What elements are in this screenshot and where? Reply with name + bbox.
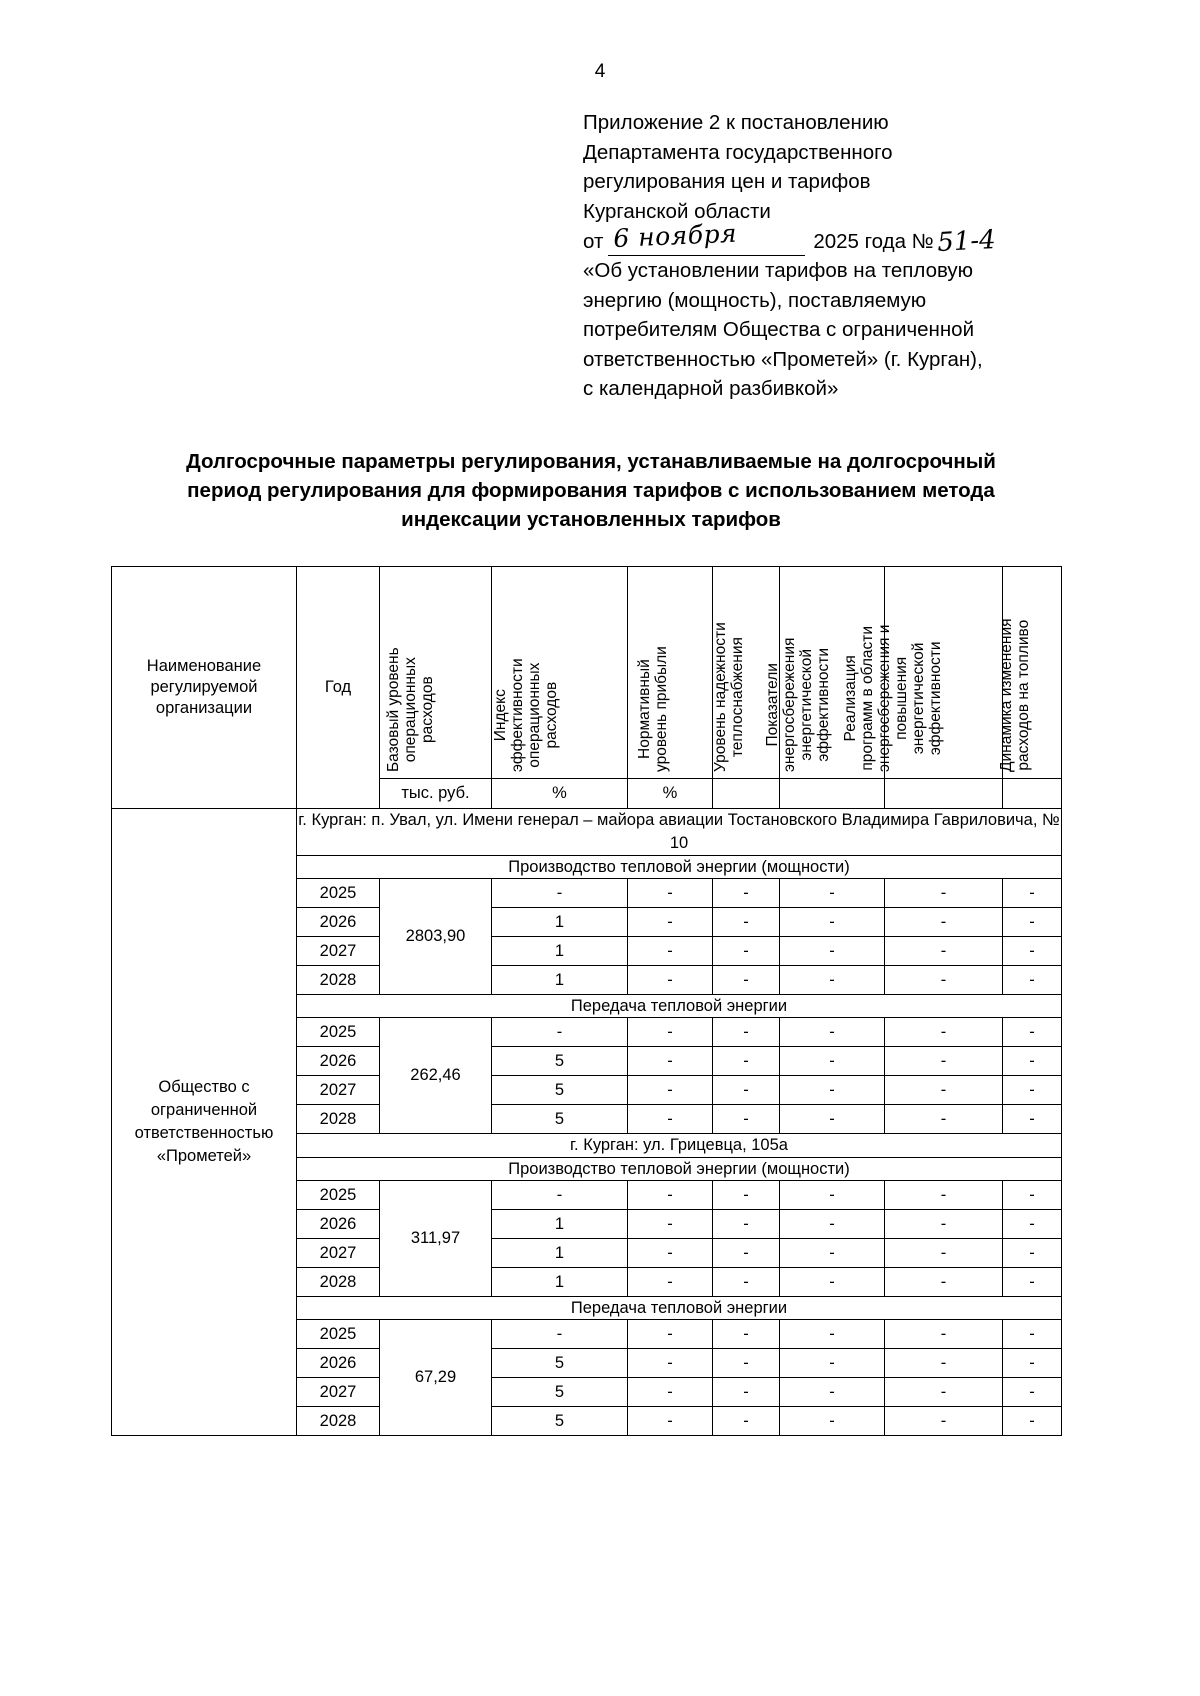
cell-index: -: [492, 1018, 628, 1047]
header-rotated-label: [385, 647, 436, 772]
cell-reliability: -: [713, 1076, 780, 1105]
section-address: г. Курган: ул. Грицевца, 105а: [297, 1134, 1062, 1158]
header-line: теплоснабжения: [729, 637, 746, 758]
cell-index: 5: [492, 1047, 628, 1076]
cell-fuel: -: [1003, 1105, 1062, 1134]
document-title: [112, 447, 1070, 534]
date-handwritten-slot: [608, 218, 805, 256]
cell-programs: -: [885, 1018, 1003, 1047]
cell-profit: -: [628, 1239, 713, 1268]
header-rotated-label: [842, 625, 944, 772]
service-group-label: Производство тепловой энергии (мощности): [297, 1158, 1062, 1181]
cell-fuel: -: [1003, 937, 1062, 966]
cell-year: 2028: [297, 1105, 380, 1134]
cell-index: 1: [492, 1210, 628, 1239]
cell-fuel: -: [1003, 1210, 1062, 1239]
cell-programs: -: [885, 879, 1003, 908]
cell-reliability: -: [713, 908, 780, 937]
header-line: уровень прибыли: [653, 646, 670, 772]
cell-profit: -: [628, 1018, 713, 1047]
cell-reliability: -: [713, 1349, 780, 1378]
service-group-label: Передача тепловой энергии: [297, 995, 1062, 1018]
cell-base-level: 67,29: [380, 1320, 492, 1436]
header-line: Динамика изменения: [998, 618, 1015, 772]
cell-index: 1: [492, 1239, 628, 1268]
header-line: энергосбережения: [781, 637, 798, 772]
cell-year: 2028: [297, 1407, 380, 1436]
appendix-line: Приложение 2 к постановлению: [583, 111, 889, 134]
cell-reliability: -: [713, 1378, 780, 1407]
cell-reliability: -: [713, 879, 780, 908]
cell-programs: -: [885, 908, 1003, 937]
cell-reliability: -: [713, 1181, 780, 1210]
cell-fuel: -: [1003, 1268, 1062, 1297]
header-line: Уровень надежности: [712, 622, 729, 772]
cell-profit: -: [628, 1047, 713, 1076]
header-line: расходов: [542, 681, 560, 749]
cell-reliability: -: [713, 937, 780, 966]
service-group-label: Передача тепловой энергии: [297, 1297, 1062, 1320]
cell-year: 2027: [297, 1076, 380, 1105]
unit-cell-4: [780, 779, 885, 809]
long-term-parameters-table: [111, 566, 1062, 1436]
cell-fuel: -: [1003, 908, 1062, 937]
cell-year: 2026: [297, 908, 380, 937]
cell-energy-saving: -: [780, 1076, 885, 1105]
cell-index: 1: [492, 908, 628, 937]
cell-year: 2027: [297, 1378, 380, 1407]
header-line: расходов на топливо: [1015, 619, 1032, 771]
unit-cell-6: [1003, 779, 1062, 809]
cell-fuel: -: [1003, 1076, 1062, 1105]
appendix-line: регулирования цен и тарифов: [583, 170, 871, 193]
cell-fuel: -: [1003, 1320, 1062, 1349]
cell-programs: -: [885, 1105, 1003, 1134]
cell-index: 5: [492, 1105, 628, 1134]
cell-index: 5: [492, 1349, 628, 1378]
header-line: Показатели: [764, 663, 781, 747]
cell-profit: -: [628, 937, 713, 966]
cell-reliability: -: [713, 1320, 780, 1349]
cell-fuel: -: [1003, 1018, 1062, 1047]
date-handwritten-value: 6 ноября: [613, 218, 738, 253]
cell-profit: -: [628, 1378, 713, 1407]
header-rotated-6: [998, 567, 1062, 779]
cell-programs: -: [885, 966, 1003, 995]
cell-fuel: -: [1003, 1349, 1062, 1378]
cell-reliability: -: [713, 1018, 780, 1047]
cell-index: -: [492, 1320, 628, 1349]
cell-energy-saving: -: [780, 1407, 885, 1436]
cell-year: 2027: [297, 937, 380, 966]
cell-index: 1: [492, 937, 628, 966]
header-rotated-2: [628, 567, 713, 779]
cell-energy-saving: -: [780, 879, 885, 908]
cell-index: -: [492, 879, 628, 908]
cell-energy-saving: -: [780, 1320, 885, 1349]
cell-profit: -: [628, 908, 713, 937]
header-line: расходов: [418, 676, 436, 744]
cell-profit: -: [628, 1076, 713, 1105]
cell-year: 2026: [297, 1047, 380, 1076]
quoted-line: «Об установлении тарифов на тепловую: [583, 259, 974, 282]
cell-programs: -: [885, 1239, 1003, 1268]
header-rotated-label: [764, 638, 832, 772]
page-number: 4: [594, 61, 606, 82]
header-rotated-5: [841, 567, 1003, 779]
header-line: Индекс: [491, 689, 509, 742]
appendix-line: Департамента государственного: [583, 140, 893, 164]
cell-fuel: -: [1003, 966, 1062, 995]
unit-cell-1: %: [492, 779, 628, 809]
quoted-line: энергию (мощность), поставляемую: [583, 288, 927, 312]
section-address-row: [112, 809, 1062, 856]
cell-index: -: [492, 1181, 628, 1210]
cell-programs: -: [885, 1320, 1003, 1349]
cell-programs: -: [885, 1268, 1003, 1297]
cell-base-level: 311,97: [380, 1181, 492, 1297]
cell-programs: -: [885, 1181, 1003, 1210]
cell-fuel: -: [1003, 879, 1062, 908]
cell-year: 2025: [297, 1018, 380, 1047]
cell-profit: -: [628, 966, 713, 995]
document-number-handwritten: 51-4: [936, 224, 997, 258]
cell-index: 5: [492, 1407, 628, 1436]
cell-programs: -: [885, 1349, 1003, 1378]
cell-reliability: -: [713, 1047, 780, 1076]
cell-base-level: 2803,90: [380, 879, 492, 995]
unit-cell-3: [713, 779, 780, 809]
cell-fuel: -: [1003, 1378, 1062, 1407]
unit-cell-5: [885, 779, 1003, 809]
organization-name-line: ограниченной: [150, 1101, 258, 1119]
cell-year: 2025: [297, 1181, 380, 1210]
cell-profit: -: [628, 879, 713, 908]
cell-year: 2027: [297, 1239, 380, 1268]
cell-reliability: -: [713, 1239, 780, 1268]
header-rotated-label: [636, 646, 670, 772]
cell-profit: -: [628, 1268, 713, 1297]
header-rotated-label: [712, 622, 746, 772]
quoted-line: потребителям Общества с ограниченной: [583, 318, 975, 341]
cell-index: 1: [492, 966, 628, 995]
cell-profit: -: [628, 1105, 713, 1134]
cell-programs: -: [885, 1378, 1003, 1407]
cell-energy-saving: -: [780, 1349, 885, 1378]
header-line: повышения: [892, 656, 910, 740]
organization-name-line: «Прометей»: [156, 1147, 252, 1165]
cell-profit: -: [628, 1181, 713, 1210]
header-rotated-1: [492, 567, 628, 779]
unit-cell-2: %: [628, 779, 713, 809]
cell-energy-saving: -: [780, 1181, 885, 1210]
cell-energy-saving: -: [780, 1018, 885, 1047]
cell-index: 5: [492, 1378, 628, 1407]
cell-programs: -: [885, 937, 1003, 966]
header-rotated-label: [492, 658, 560, 772]
cell-year: 2026: [297, 1210, 380, 1239]
header-line: энергетической: [798, 649, 815, 761]
cell-energy-saving: -: [780, 1105, 885, 1134]
document-title-line: Долгосрочные параметры регулирования, устанавливаемые на долгосрочный: [186, 450, 996, 473]
cell-reliability: -: [713, 1407, 780, 1436]
cell-energy-saving: -: [780, 1239, 885, 1268]
header-line: энергосбережения и: [875, 624, 893, 772]
cell-energy-saving: -: [780, 1210, 885, 1239]
organization-name-line: ответственностью: [134, 1124, 274, 1142]
cell-energy-saving: -: [780, 966, 885, 995]
quoted-line: с календарной разбивкой»: [583, 377, 839, 400]
document-title-line: индексации установленных тарифов: [401, 508, 781, 531]
header-line: эффективности: [926, 641, 944, 756]
cell-reliability: -: [713, 1105, 780, 1134]
year-label: 2025 года №: [813, 229, 934, 253]
unit-cell-0: тыс. руб.: [380, 779, 492, 809]
cell-profit: -: [628, 1407, 713, 1436]
cell-reliability: -: [713, 1268, 780, 1297]
document-title-line: период регулирования для формирования тарифов с использованием метода: [187, 479, 995, 502]
cell-fuel: -: [1003, 1407, 1062, 1436]
organization-name-cell: [112, 809, 297, 1436]
cell-energy-saving: -: [780, 1378, 885, 1407]
cell-fuel: -: [1003, 1181, 1062, 1210]
cell-year: 2025: [297, 879, 380, 908]
header-line: Реализация: [841, 655, 859, 742]
cell-energy-saving: -: [780, 1047, 885, 1076]
header-line: эффективности: [815, 647, 832, 762]
date-prefix-label: от: [583, 229, 604, 253]
header-line: эффективности: [508, 658, 526, 772]
cell-profit: -: [628, 1210, 713, 1239]
cell-energy-saving: -: [780, 1268, 885, 1297]
header-line: программ в области: [858, 625, 876, 771]
header-line: энергетической: [909, 642, 927, 755]
header-line: Нормативный: [636, 659, 653, 759]
cell-index: 5: [492, 1076, 628, 1105]
cell-fuel: -: [1003, 1239, 1062, 1268]
cell-year: 2025: [297, 1320, 380, 1349]
appendix-line: Курганской области: [583, 199, 771, 223]
cell-year: 2028: [297, 966, 380, 995]
quoted-line: ответственностью «Прометей» (г. Курган),: [583, 347, 983, 371]
cell-year: 2028: [297, 1268, 380, 1297]
header-organization: Наименование регулируемой организации: [112, 567, 297, 809]
cell-index: 1: [492, 1268, 628, 1297]
organization-name-line: Общество с: [158, 1078, 250, 1096]
header-year: Год: [297, 567, 380, 809]
document-date-line: [583, 218, 1103, 258]
cell-profit: -: [628, 1320, 713, 1349]
cell-reliability: -: [713, 1210, 780, 1239]
cell-fuel: -: [1003, 1047, 1062, 1076]
cell-programs: -: [885, 1407, 1003, 1436]
section-address: г. Курган: п. Увал, ул. Имени генерал – майора авиации Тостановского Владимира Гавриловича, № 10: [297, 809, 1062, 856]
cell-base-level: 262,46: [380, 1018, 492, 1134]
header-rotated-label: [998, 618, 1032, 772]
header-rotated-0: [380, 567, 492, 779]
cell-year: 2026: [297, 1349, 380, 1378]
cell-profit: -: [628, 1349, 713, 1378]
cell-reliability: -: [713, 966, 780, 995]
header-line: Базовый уровень: [384, 647, 402, 772]
table-header-row: [112, 567, 1062, 779]
cell-programs: -: [885, 1210, 1003, 1239]
parameters-table-wrapper: [111, 566, 1061, 1436]
cell-energy-saving: -: [780, 937, 885, 966]
appendix-header-block: [583, 108, 1103, 404]
header-line: операционных: [525, 662, 543, 768]
header-line: операционных: [401, 657, 419, 763]
cell-energy-saving: -: [780, 908, 885, 937]
cell-programs: -: [885, 1047, 1003, 1076]
cell-programs: -: [885, 1076, 1003, 1105]
service-group-label: Производство тепловой энергии (мощности): [297, 856, 1062, 879]
